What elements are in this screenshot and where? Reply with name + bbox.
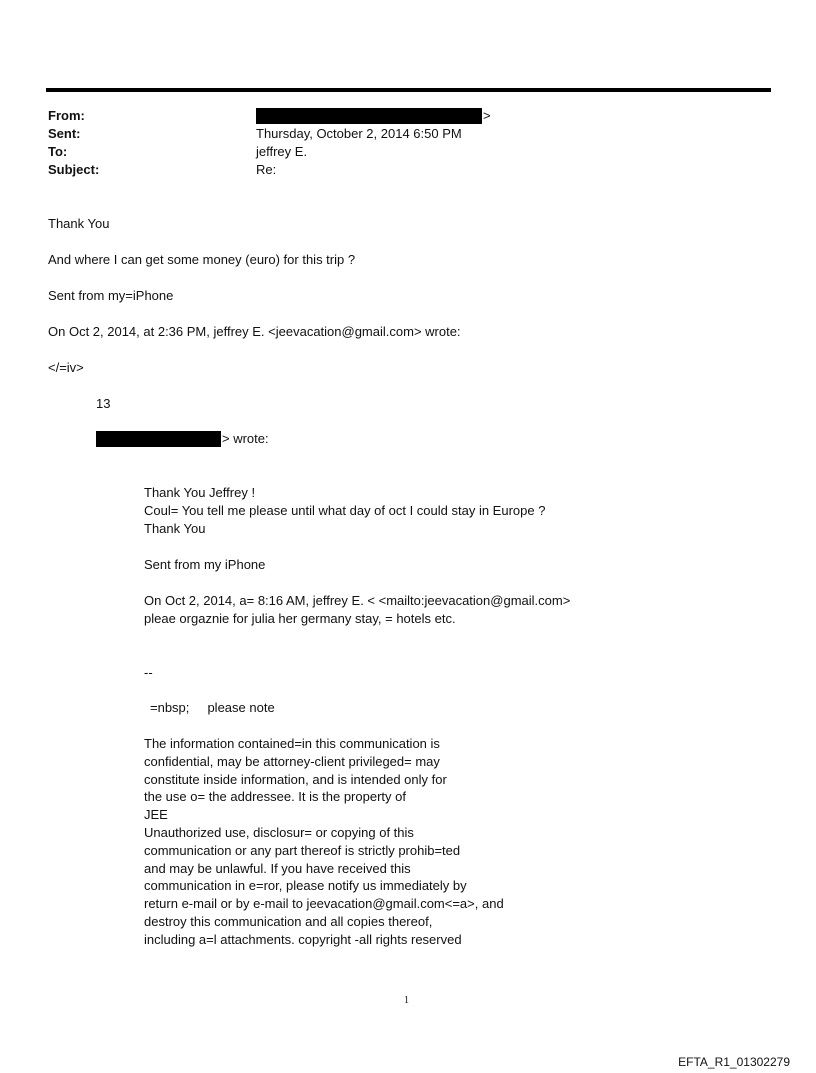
disclaimer-line: Unauthorized use, disclosur= or copying of this	[144, 824, 414, 840]
to-value: jeffrey E.	[256, 144, 308, 159]
body-line-money: And where I can get some money (euro) for this trip ?	[48, 252, 356, 267]
from-label: From:	[48, 108, 85, 123]
disclaimer-line: including a=l attachments. copyright -all rights reserved	[144, 931, 462, 947]
quoted-line: Coul= You tell me please until what day of oct I could stay in Europe ?	[144, 502, 546, 518]
disclaimer-line: JEE	[144, 807, 168, 823]
signature-dash: --	[144, 665, 153, 680]
body-line-iv: </=iv>	[48, 360, 84, 375]
header-rule	[46, 88, 771, 92]
disclaimer-line: confidential, may be attorney-client privileged= may	[144, 753, 440, 769]
from-redaction	[256, 108, 482, 124]
quoted-on-line: On Oct 2, 2014, a= 8:16 AM, jeffrey E. < <mailto:jeevacation@gmail.com>	[144, 593, 571, 608]
disclaimer-line: communication in e=ror, please notify us immediately by	[144, 878, 467, 894]
disclaimer-line: constitute inside information, and is intended only for	[144, 771, 447, 787]
sent-label: Sent:	[48, 126, 81, 141]
body-line-thank-you: Thank You	[48, 216, 110, 231]
disclaimer-line: return e-mail or by e-mail to jeevacation@gmail.com<=a>, and	[144, 896, 504, 912]
quoted-line: Thank You Jeffrey !	[144, 485, 256, 500]
to-label: To:	[48, 144, 68, 159]
disclaimer-line: The information contained=in this communication is	[144, 736, 440, 751]
disclaimer-line: and may be unlawful. If you have received this	[144, 860, 411, 876]
subject-label: Subject:	[48, 162, 100, 177]
sent-value: Thursday, October 2, 2014 6:50 PM	[256, 126, 462, 141]
page-number: 1	[404, 995, 409, 1006]
disclaimer	[144, 735, 504, 949]
disclaimer-line: destroy this communication and all copies thereof,	[144, 913, 433, 929]
document-id: EFTA_R1_01302279	[678, 1055, 790, 1069]
from-suffix: >	[483, 108, 491, 123]
quoted-line: Thank You	[144, 520, 206, 536]
quoted-sent-from: Sent from my iPhone	[144, 557, 266, 572]
please-note: =nbsp; please note	[150, 700, 275, 715]
sender-redaction	[96, 431, 221, 447]
body-line-13: 13	[96, 396, 111, 411]
wrote-suffix: > wrote:	[222, 431, 269, 446]
quoted-request-line: pleae orgaznie for julia her germany stay, = hotels etc.	[144, 610, 456, 626]
quoted-intro	[144, 484, 545, 537]
body-line-on-date: On Oct 2, 2014, at 2:36 PM, jeffrey E. <jeevacation@gmail.com> wrote:	[48, 324, 461, 339]
disclaimer-line: communication or any part thereof is strictly prohib=ted	[144, 842, 461, 858]
disclaimer-line: the use o= the addressee. It is the property of	[144, 789, 406, 805]
quoted-on-block	[144, 592, 570, 628]
subject-value: Re:	[256, 162, 277, 177]
body-line-sent-from: Sent from my=iPhone	[48, 288, 174, 303]
